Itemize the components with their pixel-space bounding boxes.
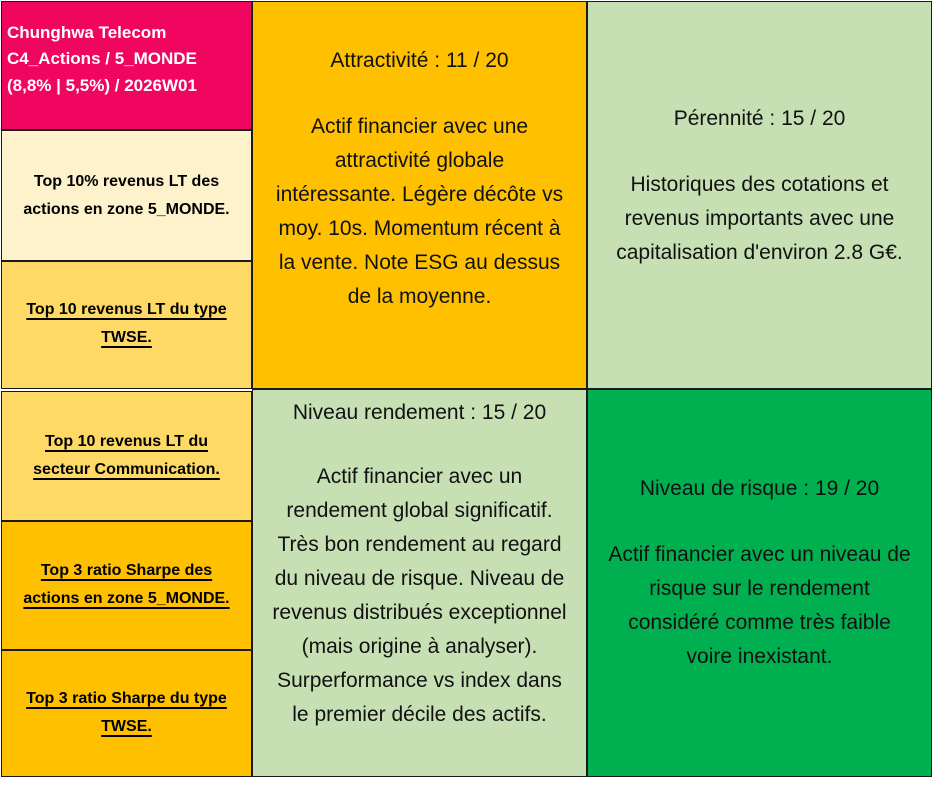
attractivite-title: Attractivité : 11 / 20 — [330, 49, 509, 72]
perennite-line: Historiques des cotations et — [630, 173, 889, 197]
badge-line: TWSE. — [101, 718, 152, 735]
rendement-line: le premier décile des actifs. — [292, 703, 547, 727]
badge-top10-zone — [1, 130, 252, 261]
params-label: (8,8% | 5,5%) / 2026W01 — [7, 75, 197, 95]
rendement-line: rendement global significatif. — [286, 499, 553, 523]
attractivite-line: intéressante. Légère décôte vs — [275, 183, 564, 207]
attractivite-line: la vente. Note ESG au dessus — [278, 251, 561, 275]
company-name: Chunghwa Telecom — [7, 23, 167, 42]
risque-line: Actif financier avec un niveau de — [608, 543, 911, 567]
rendement-line: revenus distribués exceptionnel — [272, 601, 567, 625]
badge-line: Top 3 ratio Sharpe des — [40, 562, 213, 579]
badge-line: actions en zone 5_MONDE. — [23, 200, 230, 218]
risque-panel — [587, 389, 932, 777]
attractivite-line: moy. 10s. Momentum récent à — [278, 217, 561, 241]
badge-top10-type — [1, 261, 252, 389]
attractivite-line: Actif financier avec une — [310, 115, 529, 139]
rendement-line: Très bon rendement au regard — [277, 533, 562, 557]
badge-top10-sector — [1, 391, 252, 521]
rendement-line: (mais origine à analyser). — [301, 635, 538, 659]
perennite-title: Pérennité : 15 / 20 — [673, 107, 846, 130]
rendement-panel — [252, 389, 587, 777]
badge-sharpe-zone — [1, 521, 252, 650]
badge-line: TWSE. — [101, 329, 152, 346]
badge-line: Top 10 revenus LT du — [45, 433, 208, 450]
risque-title: Niveau de risque : 19 / 20 — [639, 477, 880, 500]
risque-line: risque sur le rendement — [649, 577, 870, 601]
category-label: C4_Actions / 5_MONDE — [7, 49, 197, 69]
rendement-line: du niveau de risque. Niveau de — [274, 567, 565, 591]
rendement-title: Niveau rendement : 15 / 20 — [292, 401, 547, 424]
attractivite-panel — [252, 1, 587, 389]
attractivite-line: de la moyenne. — [347, 285, 492, 309]
badge-sharpe-type — [1, 650, 252, 777]
badge-line: actions en zone 5_MONDE. — [23, 590, 230, 607]
header-block — [1, 1, 252, 130]
rendement-line: Surperformance vs index dans — [277, 669, 562, 693]
perennite-line: revenus importants avec une — [624, 207, 895, 231]
perennite-line: capitalisation d'environ 2.8 G€. — [616, 241, 903, 265]
risque-line: voire inexistant. — [686, 645, 833, 669]
attractivite-line: attractivité globale — [334, 149, 505, 173]
badge-line: Top 3 ratio Sharpe du type — [26, 690, 227, 707]
badge-line: Top 10 revenus LT du type — [26, 301, 227, 318]
badge-line: Top 10% revenus LT des — [33, 172, 220, 190]
perennite-panel — [587, 1, 932, 389]
badge-line: secteur Communication. — [33, 461, 220, 478]
rendement-line: Actif financier avec un — [316, 465, 523, 489]
risque-line: considéré comme très faible — [628, 611, 891, 635]
